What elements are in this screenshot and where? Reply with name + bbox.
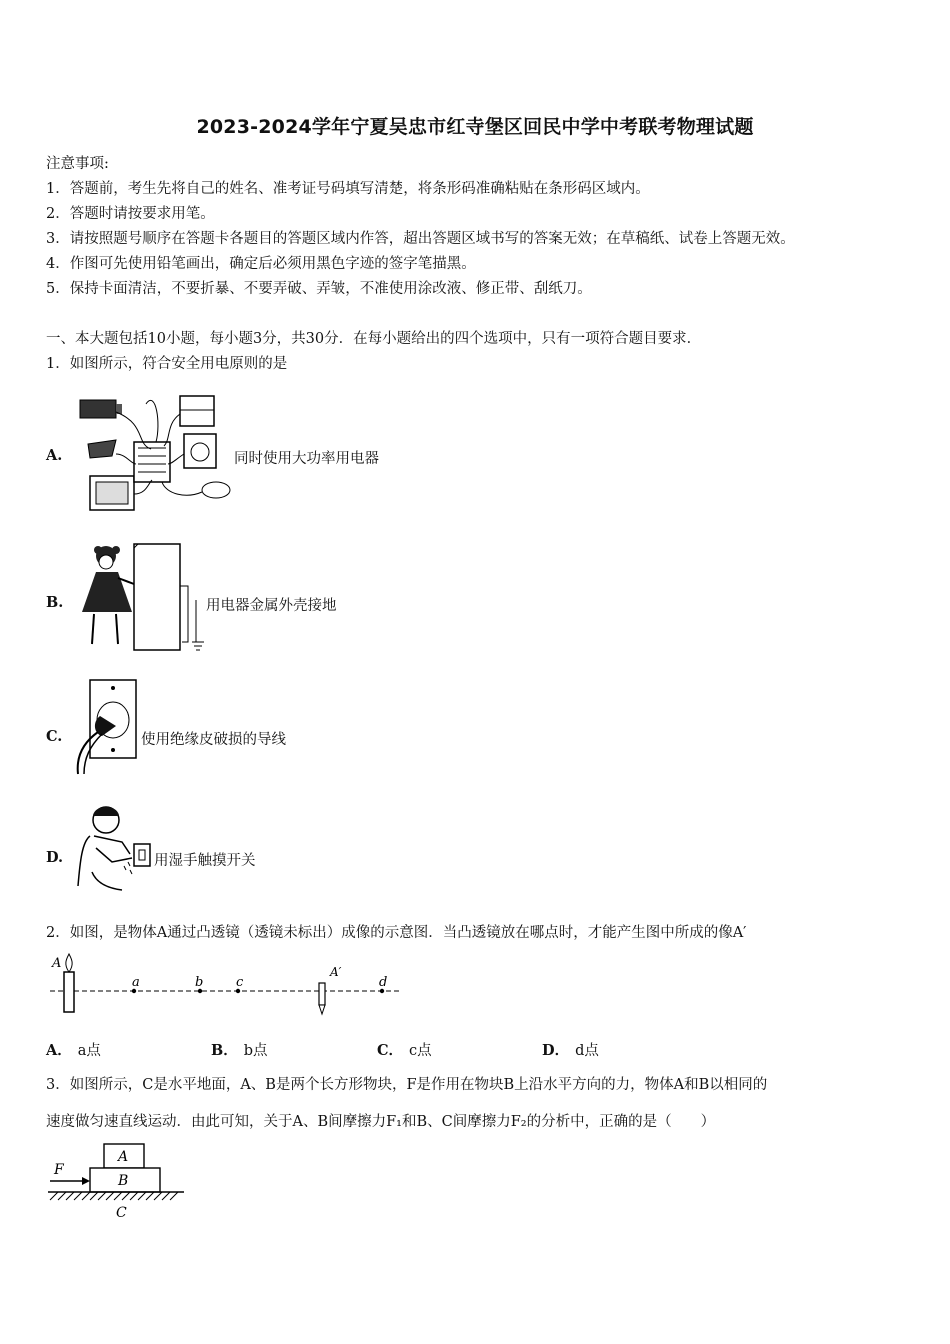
section-heading: 一、本大题包括10小题，每小题3分，共30分．在每小题给出的四个选项中，只有一项符合题目要求． [46, 331, 702, 347]
lens-ray-diagram [46, 952, 406, 1016]
option-b-text: 用电器金属外壳接地 [206, 598, 337, 614]
question-1-stem: 1．如图所示，符合安全用电原则的是 [46, 356, 288, 372]
q2-choice-b-text: b点 [243, 1043, 268, 1059]
q2-choice-d[interactable] [542, 1039, 599, 1060]
q2-choice-c[interactable] [377, 1039, 432, 1060]
image-label: A′ [330, 965, 342, 979]
appliances-illustration [76, 384, 236, 520]
point-a-label: a [132, 975, 140, 990]
q2-choice-a[interactable] [46, 1039, 101, 1060]
ground-label: C [116, 1205, 127, 1221]
option-b-letter: B. [46, 594, 64, 611]
question-3-stem-line-2: 速度做匀速直线运动．由此可知，关于A、B间摩擦力F₁和B、C间摩擦力F₂的分析中，正确的是（ ） [46, 1114, 716, 1130]
q2-choice-d-text: d点 [575, 1043, 599, 1059]
option-d-text: 用湿手触摸开关 [154, 853, 256, 869]
option-a-letter: A. [46, 447, 63, 464]
force-label: F [54, 1162, 64, 1178]
wet-hand-switch-illustration [72, 802, 156, 896]
page-title: 2023-2024学年宁夏吴忠市红寺堡区回民中学中考联考物理试题 [196, 116, 754, 138]
notice-heading: 注意事项: [46, 156, 109, 172]
notice-item-5: 5．保持卡面清洁，不要折暴、不要弄破、弄皱，不准使用涂改液、修正带、刮纸刀。 [46, 281, 592, 297]
point-d-label: d [379, 975, 388, 990]
q2-choice-a-letter: A． [46, 1042, 72, 1059]
object-label: A [52, 956, 62, 971]
notice-item-3: 3．请按照题号顺序在答题卡各题目的答题区域内作答，超出答题区域书写的答案无效；在草稿纸、试卷上答题无效。 [46, 231, 795, 247]
question-3-stem-line-1: 3．如图所示，C是水平地面，A、B是两个长方形物块，F是作用在物块B上沿水平方向的力，物体A和B以相同的 [46, 1077, 768, 1093]
damaged-wire-outlet-illustration [70, 676, 142, 776]
candle-object [64, 972, 74, 1012]
block-a-label: A [118, 1149, 129, 1165]
blocks-on-ground-diagram [46, 1140, 186, 1222]
notice-item-4: 4．作图可先使用铅笔画出，确定后必须用黑色字迹的签字笔描黑。 [46, 256, 476, 272]
point-b-label: b [195, 975, 204, 990]
point-c-label: c [236, 975, 244, 990]
option-c-letter: C. [46, 728, 63, 745]
grounded-appliance-illustration [72, 542, 208, 654]
question-2-stem: 2．如图，是物体A通过凸透镜（透镜未标出）成像的示意图．当凸透镜放在哪点时，才能产生图中所成的像A′ [46, 925, 747, 941]
q2-choice-b-letter: B． [211, 1042, 238, 1059]
option-c-text: 使用绝缘皮破损的导线 [141, 732, 286, 748]
q2-choice-d-letter: D． [542, 1042, 570, 1059]
notice-item-2: 2．答题时请按要求用笔。 [46, 206, 215, 222]
q2-choice-c-letter: C． [377, 1042, 404, 1059]
image-candle [319, 983, 325, 1005]
q2-choice-c-text: c点 [409, 1043, 432, 1059]
option-a-text: 同时使用大功率用电器 [234, 451, 379, 467]
option-d-letter: D. [46, 849, 64, 866]
block-b-label: B [118, 1173, 129, 1189]
q2-choice-b[interactable] [211, 1039, 268, 1060]
q2-choice-a-text: a点 [77, 1043, 101, 1059]
notice-item-1: 1．答题前，考生先将自己的姓名、准考证号码填写清楚，将条形码准确粘贴在条形码区域内。 [46, 181, 650, 197]
